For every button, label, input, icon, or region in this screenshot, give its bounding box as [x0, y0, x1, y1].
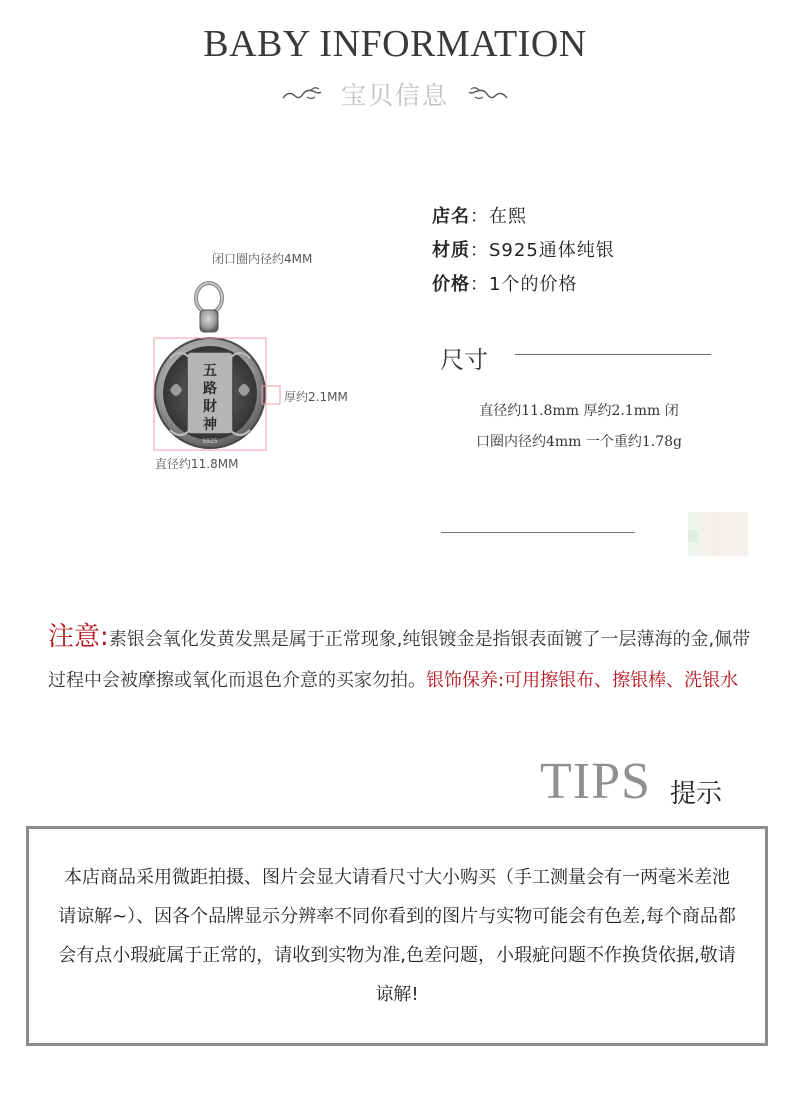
page-subtitle: 宝贝信息 [340, 81, 449, 110]
page-title: BABY INFORMATION [203, 23, 587, 65]
pendant-illustration [140, 240, 380, 480]
info-row-material [432, 236, 615, 262]
engraving-center-3: 財 [203, 399, 217, 415]
info-key: 价格 [432, 274, 470, 295]
info-sep: ： [470, 274, 489, 295]
product-image [140, 240, 380, 480]
size-line-1: 直径约11.8mm 厚约2.1mm 闭 [479, 403, 679, 419]
size-divider-bottom [441, 532, 635, 533]
diameter-note: 直径约11.8MM [155, 457, 239, 471]
engraving-center-4: 神 [203, 417, 217, 433]
tips-box [26, 826, 768, 1046]
info-key: 材质 [432, 240, 470, 261]
notice-label: 注意: [48, 622, 109, 652]
tips-title: TIPS [540, 753, 651, 810]
info-value: S925通体纯银 [489, 240, 615, 261]
tips-text: 本店商品采用微距拍摄、图片会显大请看尺寸大小购买（手工测量会有一两毫米差池请谅解~）、因各个品牌显示分辨率不同你看到的图片与实物可能会有色差,每个商品都会有点小瑕疵属于正常的，请收到实物为准,色差问题，小瑕疵问题不作换货依据,敬请谅解! [58, 867, 736, 1005]
engraving-center-1: 五 [203, 363, 217, 379]
care-instructions: 银饰保养:可用擦银布、擦银棒、洗银水 [426, 670, 739, 691]
tips-subtitle: 提示 [670, 779, 723, 809]
ring-diameter-note: 闭口圈内径约4MM [212, 252, 313, 266]
info-key: 店名 [432, 206, 470, 227]
info-value: 在熙 [489, 206, 527, 227]
notice-body: 素银会氧化发黄发黑是属于正常现象,纯银镀金是指银表面镀了一层薄海的金,佩带过程中会被摩擦或氧化而退色介意的买家勿拍。 [48, 629, 751, 691]
info-sep: ： [470, 206, 489, 227]
engraving-center-2: 路 [203, 381, 217, 397]
thickness-note: 厚约2.1MM [284, 390, 348, 404]
info-row-price [432, 270, 577, 296]
left-flourish-icon [281, 86, 323, 102]
info-row-store [432, 202, 527, 228]
subtitle-row [0, 76, 790, 112]
info-sep: ： [470, 240, 489, 261]
color-swatch-dot [688, 530, 698, 542]
size-description [444, 396, 714, 458]
info-value: 1个的价格 [489, 274, 578, 295]
size-divider-top [515, 354, 711, 355]
size-heading: 尺寸 [440, 346, 488, 374]
engraving-stamp: S925 [202, 438, 218, 445]
right-flourish-icon [467, 86, 509, 102]
size-line-2: 口圈内径约4mm 一个重约1.78g [475, 434, 683, 450]
notice-block [48, 617, 764, 701]
